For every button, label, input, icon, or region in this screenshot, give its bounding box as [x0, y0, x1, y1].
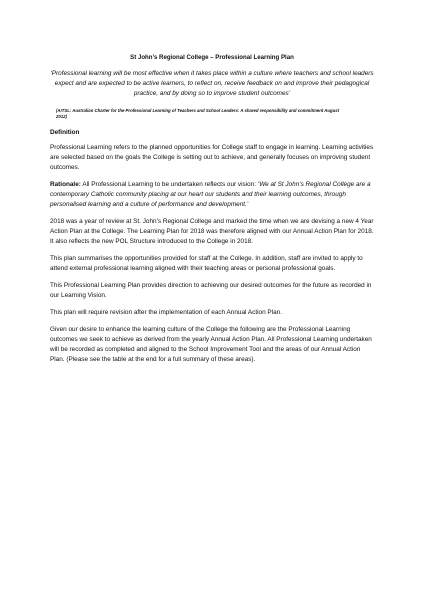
definition-paragraph: Professional Learning refers to the planned opportunities for College staff to engage in learning. Learning activities are selected based on the goals the College is setting out to achieve, and generally focuses on improving student outcomes. — [50, 144, 374, 172]
document-title: St John’s Regional College – Professional Learning Plan — [130, 54, 294, 61]
paragraph-outcomes: Given our desire to enhance the learning culture of the College the following are the Professional Learning outcomes we seek to achieve as derived from the yearly Annual Action Plan. All Professional Learning undertaken will be recorded as completed and aligned to the School Improvement Tool and the areas of our Annual Action Plan. (Please see the table at the end for a full summary of these areas). — [50, 326, 372, 364]
paragraph-revision: This plan will require revision after the implementation of each Annual Action Plan. — [50, 309, 282, 317]
charter-quote: ‘Professional learning will be most effective when it takes place within a culture where teachers and school leaders expect and are expected to be active learners, to reflect on, receive feedback on and improve their pedagogical practice, and by doing so to improve student outcomes’ — [50, 70, 374, 97]
paragraph-opportunities: This plan summarises the opportunities provided for staff at the College. In addition, staff are invited to apply to attend external professional learning aligned with their teaching areas or personal professional goals. — [50, 255, 363, 273]
definition-heading: Definition — [50, 129, 80, 137]
quote-source: (AITSL: Australian Charter for the Professional Learning of Teachers and School Leaders: A shared responsibility and commitment August 2012) — [56, 108, 340, 120]
page-content — [50, 54, 374, 372]
paragraph-direction: This Professional Learning Plan provides direction to achieving our desired outcomes for the future as recorded in our Learning Vision. — [50, 282, 372, 300]
rationale-text: All Professional Learning to be undertaken reflects our vision: — [80, 181, 258, 189]
rationale-paragraph — [50, 180, 374, 210]
paragraph-review: 2018 was a year of review at St. John’s Regional College and marked the time when we are devising a new 4 Year Action Plan at the College. The Learning Plan for 2018 was therefore aligned with our Annual Action Plan for 2018. It also reflects the new POL Structure introduced to the College in 2018. — [50, 218, 374, 246]
rationale-label: Rationale: — [50, 181, 81, 189]
vision-quote: ‘We at St John’s Regional College are a contemporary Catholic community placing at our heart our students and their learning outcomes, through personalised learning and a culture of performance and development.’ — [50, 181, 371, 209]
